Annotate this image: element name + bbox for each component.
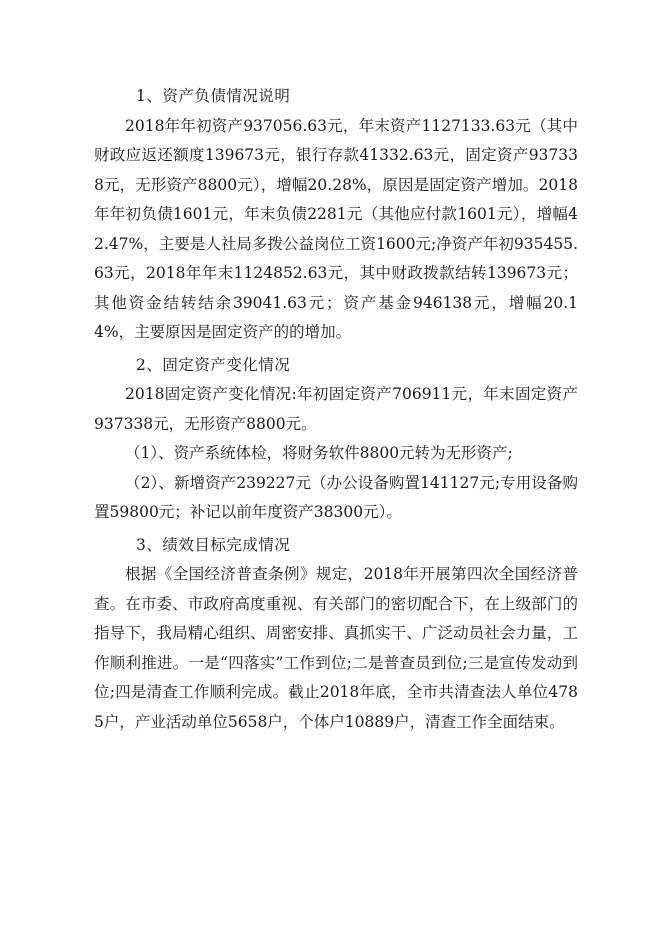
paragraph-fixed-assets-item-2: （2）、新增资产239227元（办公设备购置141127元;专用设备购置59800元；补记以前年度资产38300元）。 [94, 473, 578, 521]
section-heading-performance: 3、绩效目标完成情况 [136, 535, 291, 554]
paragraph-fixed-assets-item-1: （1）、资产系统体检，将财务软件8800元转为无形资产; [125, 444, 513, 462]
paragraph-fixed-assets-summary: 2018固定资产变化情况:年初固定资产706911元，年末固定资产937338元，无形资产8800元。 [94, 385, 578, 433]
section-heading-assets-liabilities: 1、资产负债情况说明 [136, 87, 291, 105]
paragraph-performance: 根据《全国经济普查条例》规定，2018年开展第四次全国经济普查。在市委、市政府高度重视、有关部门的密切配合下，在上级部门的指导下，我局精心组织、周密安排、真抓实干、广泛动员社会力量，工作顺利推进。一是“四落实”工作到位;二是普查员到位;三是宣传发动到位;四是清查工作顺利完成。截止2018年底，全市共清查法人单位4785户，产业活动单位5658户，个体户10889户，清查工作全面结束。 [94, 565, 578, 731]
paragraph-assets-liabilities: 2018年年初资产937056.63元，年末资产1127133.63元（其中财政应返还额度139673元，银行存款41332.63元，固定资产937338元，无形资产8800元），增幅20.28%，原因是固定资产增加。2018年年初负债1601元，年末负债2281元（其他应付款1601元），增幅42.47%，主要是人社局多拨公益岗位工资1600元;净资产年初935455.63元，2018年年末1124852.63元，其中财政拨款结转139673元；其他资金结转结余39041.63元；资产基金946138元，增幅20.14%，主要原因是固定资产的的增加。 [94, 116, 578, 341]
section-heading-fixed-assets: 2、固定资产变化情况 [136, 355, 291, 374]
